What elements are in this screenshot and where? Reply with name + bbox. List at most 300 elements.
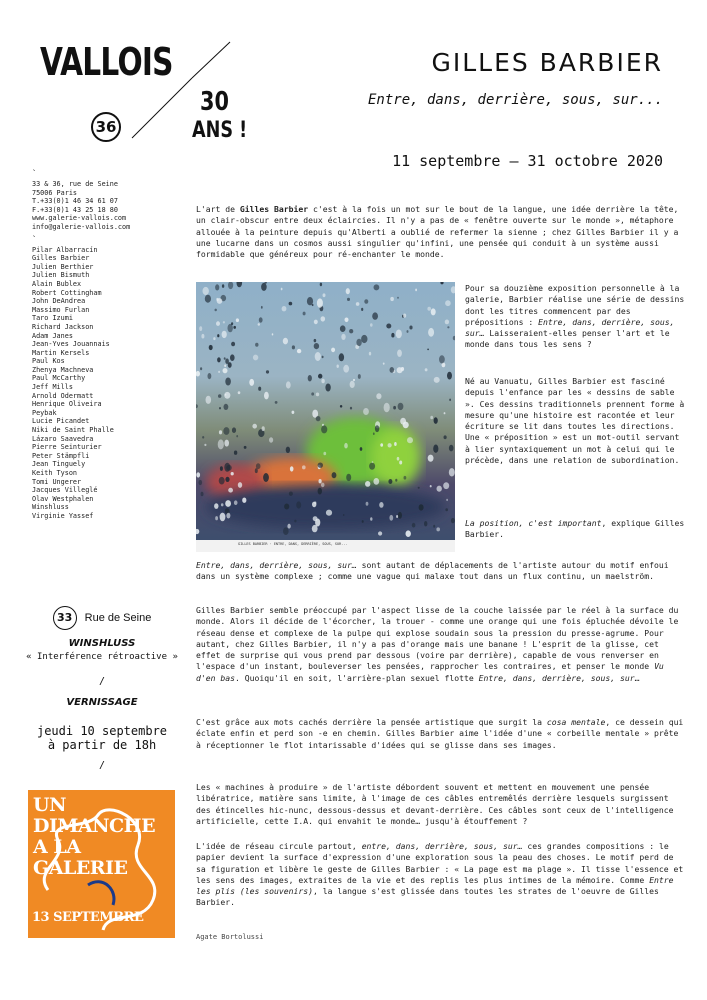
raindrop xyxy=(360,447,363,451)
raindrop xyxy=(384,403,390,412)
raindrop xyxy=(370,517,372,521)
artist-list-item[interactable]: Tomi Ungerer xyxy=(32,477,82,486)
raindrop xyxy=(289,492,293,496)
text-span: sont autant de déplacements de l'artiste autour du motif enfoui dans un système complexe ; comme une vague qui malaxe tout dans un flux continu, un maelström. xyxy=(196,560,669,582)
raindrop xyxy=(252,424,257,429)
raindrop xyxy=(437,486,442,492)
raindrop xyxy=(350,381,355,388)
raindrop xyxy=(231,322,233,325)
artist-list-item[interactable]: Peter Stämpfli xyxy=(32,451,90,460)
paragraph-6 xyxy=(196,841,684,909)
raindrop xyxy=(317,298,323,307)
raindrop xyxy=(396,515,398,518)
artist-list-item[interactable]: Taro Izumi xyxy=(32,314,73,323)
raindrop xyxy=(323,293,326,297)
winshluss-show-title: « Interférence rétroactive » xyxy=(26,652,178,662)
raindrop xyxy=(217,334,219,337)
raindrop xyxy=(315,352,321,361)
raindrop xyxy=(424,521,427,526)
raindrop xyxy=(314,343,319,349)
raindrop xyxy=(427,349,429,351)
raindrop xyxy=(433,445,438,453)
raindrop xyxy=(358,374,361,379)
raindrop xyxy=(449,468,455,476)
text-span: , ce dessein qui éclate enfin et perd son -e en chemin. Gilles Barbier aime l'idée d'une « corbeille mentale » prête à réceptionner le flot intarissable d'idées qui se glisse dans ses images. xyxy=(196,717,684,750)
phone: T.+33(0)1 46 34 61 07 xyxy=(32,197,118,206)
intro-paragraph xyxy=(196,204,684,260)
raindrop xyxy=(205,295,211,303)
vernissage-time: à partir de 18h xyxy=(47,738,157,752)
raindrop xyxy=(391,333,394,338)
text-span: , explique Gilles Barbier. xyxy=(465,518,685,540)
raindrop xyxy=(281,288,283,291)
raindrop xyxy=(444,412,446,414)
artist-list-item[interactable]: Keith Tyson xyxy=(32,469,78,477)
artist-list-item[interactable]: Julien Bismuth xyxy=(32,271,90,280)
raindrop xyxy=(388,479,392,484)
raindrop xyxy=(430,485,432,487)
raindrop xyxy=(370,323,373,326)
raindrop xyxy=(428,328,434,337)
text-span: . Quoiqu'il en soit, l'arrière-plan sexuel flotte xyxy=(234,672,479,683)
raindrop xyxy=(428,455,434,462)
raindrop xyxy=(372,312,378,319)
raindrop xyxy=(221,503,224,506)
raindrop xyxy=(331,348,335,353)
raindrop xyxy=(314,339,317,342)
raindrop xyxy=(230,354,235,361)
raindrop xyxy=(361,308,363,311)
raindrop xyxy=(321,379,324,384)
raindrop xyxy=(447,372,452,380)
artist-list-item[interactable]: Peybak xyxy=(32,408,57,417)
text-italic: Entre, dans, derrière, sous, sur… xyxy=(465,316,675,339)
raindrop xyxy=(347,298,350,301)
raindrop xyxy=(224,357,226,360)
raindrop xyxy=(325,384,330,392)
raindrop xyxy=(403,314,406,318)
raindrop xyxy=(297,349,301,353)
raindrop xyxy=(369,352,371,356)
raindrop xyxy=(219,430,222,434)
raindrop xyxy=(380,443,383,447)
raindrop xyxy=(445,508,448,511)
rain-window-image xyxy=(196,282,455,552)
text-italic: Entre, dans, derrière, sous, sur… xyxy=(196,560,357,570)
vernissage-date xyxy=(12,724,192,752)
raindrop xyxy=(345,318,349,323)
raindrop xyxy=(363,408,369,415)
raindrop xyxy=(258,387,261,391)
raindrop xyxy=(314,501,316,504)
exhibition-dates: 11 septembre — 31 octobre 2020 xyxy=(392,152,663,170)
text-span: L'art de xyxy=(196,204,240,214)
artist-list-item[interactable]: Virginie Yassef xyxy=(32,511,94,520)
raindrop xyxy=(272,333,274,335)
raindrop xyxy=(215,284,219,290)
artist-list-item[interactable]: Robert Cottingham xyxy=(32,288,102,297)
raindrop xyxy=(425,368,428,371)
raindrop xyxy=(206,396,212,404)
raindrop xyxy=(366,502,369,506)
artist-list-item[interactable]: Olav Westphalen xyxy=(32,494,94,503)
raindrop xyxy=(283,527,289,535)
artist-list xyxy=(32,246,197,521)
text-span: C'est grâce aux mots cachés derrière la pensée artistique que surgit la xyxy=(196,717,547,727)
raindrop xyxy=(263,473,269,482)
raindrop xyxy=(217,357,221,362)
raindrop xyxy=(256,463,261,469)
artist-list-item[interactable]: Winshluss xyxy=(32,503,69,512)
event-poster xyxy=(28,790,175,938)
raindrop xyxy=(434,377,440,383)
tick-mark: ` xyxy=(32,234,37,244)
raindrop xyxy=(433,525,435,528)
artist-list-item[interactable]: Zhenya Machneva xyxy=(32,365,94,374)
raindrop xyxy=(316,416,321,421)
raindrop xyxy=(232,427,236,433)
paragraph-4 xyxy=(196,717,684,751)
raindrop xyxy=(313,516,318,521)
logo-anniversary-number: 30 xyxy=(200,87,229,117)
address-line: 33 & 36, rue de Seine xyxy=(32,180,118,188)
raindrop xyxy=(215,309,217,312)
raindrop xyxy=(199,480,203,485)
raindrop xyxy=(231,472,234,475)
raindrop xyxy=(376,393,381,399)
raindrop xyxy=(217,298,223,304)
artist-list-item[interactable]: Pierre Seinturier xyxy=(32,443,102,452)
address-row xyxy=(12,606,192,630)
artist-list-item[interactable]: Adam Janes xyxy=(32,331,73,340)
raindrop xyxy=(397,367,403,373)
raindrop xyxy=(307,297,313,305)
raindrop xyxy=(439,355,445,363)
artist-list-item[interactable]: John DeAndrea xyxy=(32,297,86,306)
artist-list-item[interactable]: Arnold Odermatt xyxy=(32,391,94,400)
raindrop xyxy=(393,406,396,410)
raindrop xyxy=(199,326,202,331)
raindrop xyxy=(294,520,296,523)
artist-list-item[interactable]: Jean-Yves Jouannais xyxy=(32,340,110,349)
raindrop xyxy=(390,297,394,301)
raindrop xyxy=(286,381,291,388)
raindrop xyxy=(225,358,229,364)
raindrop xyxy=(350,407,352,410)
raindrop xyxy=(261,306,263,309)
raindrop xyxy=(222,284,224,288)
raindrop xyxy=(321,483,325,488)
raindrop xyxy=(292,345,295,349)
artist-list-item[interactable]: Massimo Furlan xyxy=(32,305,90,314)
raindrop xyxy=(378,531,382,535)
raindrop xyxy=(321,425,327,433)
artwork-photo xyxy=(196,282,455,552)
raindrop xyxy=(224,463,230,472)
raindrop xyxy=(375,425,379,432)
raindrop xyxy=(218,439,224,449)
artist-list-item[interactable]: Paul Kos xyxy=(32,357,65,366)
winshluss-artist: WINSHLUSS xyxy=(68,638,136,649)
raindrop xyxy=(261,283,267,291)
raindrop xyxy=(214,503,218,509)
raindrop xyxy=(215,516,218,520)
raindrop xyxy=(369,463,375,470)
raindrop xyxy=(202,436,204,439)
text-span: c'est à la fois un mot sur le bout de la langue, une idée derrière la tête, un clair-obscur entre deux éclaircies. Il n'y a pas de « fenêtre ouverte sur le monde », métaphore allouée à la peinture depuis qu'Alberti a oublié de refermer la sienne ; chez Gilles Barbier il y a une lucarne dans un cosmos aussi singulier qu'infini, une pensée qui conduit à un système aussi formidable que généreux pour ré-enchanter le monde. xyxy=(196,204,679,260)
raindrop xyxy=(430,416,433,420)
raindrop xyxy=(228,488,233,493)
artist-list-item[interactable]: Alain Bublex xyxy=(32,279,82,288)
raindrop xyxy=(318,463,323,468)
raindrop xyxy=(436,527,440,531)
text-italic: Vu d'en bas xyxy=(196,661,664,683)
artist-list-item[interactable]: Jacques Villeglé xyxy=(32,486,98,495)
raindrop xyxy=(203,287,209,295)
raindrop xyxy=(349,329,353,333)
raindrop xyxy=(341,334,345,340)
raindrop xyxy=(286,447,290,453)
raindrop xyxy=(255,343,258,347)
raindrop xyxy=(390,367,395,373)
raindrop xyxy=(213,337,215,340)
text-italic: La position, c'est important xyxy=(465,518,602,528)
raindrop xyxy=(219,477,225,485)
artist-title: GILLES BARBIER xyxy=(431,48,663,77)
raindrop xyxy=(319,479,322,483)
raindrop xyxy=(386,324,391,329)
raindrop xyxy=(444,435,447,439)
raindrop xyxy=(339,353,344,361)
artist-list-item[interactable]: Richard Jackson xyxy=(32,322,94,331)
separator: / xyxy=(98,760,106,771)
raindrop xyxy=(302,465,306,469)
raindrop xyxy=(374,284,380,290)
raindrop xyxy=(231,342,235,347)
raindrop xyxy=(451,518,455,523)
gallery-logo xyxy=(40,40,248,145)
tick-mark: ` xyxy=(32,169,37,178)
raindrop xyxy=(238,482,242,488)
raindrop xyxy=(346,288,350,294)
raindrop xyxy=(196,472,200,477)
raindrop xyxy=(249,379,254,386)
raindrop xyxy=(275,401,278,404)
artist-list-item[interactable]: Pilar Albarracín xyxy=(32,245,98,254)
raindrop xyxy=(236,435,238,437)
raindrop xyxy=(320,283,322,287)
text-span: Laisseraient-elles penser l'art et le monde dans tous les sens ? xyxy=(465,328,670,350)
raindrop xyxy=(220,513,226,522)
raindrop xyxy=(311,392,314,395)
artist-list-item[interactable]: Lázaro Saavedra xyxy=(32,434,94,443)
raindrop xyxy=(412,523,416,528)
raindrop xyxy=(220,466,223,471)
raindrop xyxy=(396,330,402,339)
raindrop xyxy=(225,500,231,507)
raindrop xyxy=(266,370,269,373)
raindrop xyxy=(427,307,431,311)
raindrop xyxy=(218,394,221,398)
raindrop xyxy=(253,355,258,361)
text-span: Les « machines à produire » de l'artiste débordent souvent et mettent en mouvement une pensée libératrice, matière sans limite, à l'image de ces câbles entremêlés derrière lesquels surgissent des étincelles hic-nunc, dessous-dessus et devant-derrière. Ces câbles sont ceux de l'intelligence artificielle, cette I.A. qui envahit le monde… jusqu'à étouffement ? xyxy=(196,782,674,826)
raindrop xyxy=(397,297,399,299)
raindrop xyxy=(407,437,413,443)
raindrop xyxy=(255,468,258,473)
raindrop xyxy=(318,488,322,495)
raindrop xyxy=(409,326,412,330)
artist-name: Gilles Barbier xyxy=(239,204,309,214)
raindrop xyxy=(292,411,295,414)
raindrop xyxy=(340,325,346,332)
raindrop xyxy=(398,403,404,410)
text-span: L'idée de réseau circule partout, xyxy=(196,841,362,851)
text-span: , la langue s'est glissée dans toutes les strates de l'oeuvre de Gilles Barbier. xyxy=(196,886,659,908)
raindrop xyxy=(225,378,231,386)
raindrop xyxy=(296,501,301,508)
raindrop xyxy=(397,350,402,357)
raindrop xyxy=(365,481,370,487)
raindrop xyxy=(322,356,324,359)
exhibition-title: Entre, dans, derrière, sous, sur... xyxy=(367,92,663,108)
raindrop xyxy=(218,371,220,373)
raindrop xyxy=(236,318,239,322)
text-italic: cosa mentale xyxy=(546,717,606,727)
text-italic: Entre les plis (les souvenirs) xyxy=(196,874,674,897)
text-span: … xyxy=(634,672,640,683)
address-city: 75006 Paris xyxy=(32,188,78,197)
artist-list-item[interactable]: Julien Berthier xyxy=(32,262,94,271)
raindrop xyxy=(219,407,221,409)
raindrop xyxy=(373,432,375,435)
poster-line: UN xyxy=(33,794,66,816)
artist-list-item[interactable]: Jeff Mills xyxy=(32,383,73,392)
text-span: Né au Vanuatu, Gilles Barbier est fasciné depuis l'enfance par les « dessins de sable ». Ces dessins traditionnels prennent forme à mesure qu'une histoire est racontée et leur écriture se lit dans toutes les directions. Une « préposition » est un mot-outil servant à lier syntaxiquement un mot à celui qui le précède, dans une relation de subordination. xyxy=(465,376,685,466)
artist-list-item[interactable]: Niki de Saint Phalle xyxy=(32,426,114,435)
text-span: Gilles Barbier semble préoccupé par l'aspect lisse de la couche laissée par le réel à la surface du monde. Alors il décide de l'écorcher, la trouer - comme une orange qui une fois épluchée dévoile le réseau dense et complexe de la pulpe qui explose soudain sous la pression du presse-agrume. Pour autant, chez Gilles Barbier, il n'y a pas d'orange mais une banane ! L'esprit de la glisse, cet effet de surprise qui vous prend par dessous (voire par derrière), capable de vous renverser en l'espace d'un instant, bouleverser les pensées, rapprocher les contraires, et penser le monde xyxy=(196,605,679,672)
raindrop xyxy=(223,321,225,323)
poster-line: DIMANCHE xyxy=(33,815,156,837)
raindrop xyxy=(303,312,306,316)
raindrop xyxy=(228,324,233,332)
raindrop xyxy=(434,417,438,424)
side-paragraph-1 xyxy=(465,283,687,351)
raindrop xyxy=(282,306,287,311)
raindrop xyxy=(406,530,411,537)
raindrop xyxy=(353,379,355,381)
raindrop xyxy=(222,331,227,338)
raindrop xyxy=(399,461,402,465)
raindrop xyxy=(445,320,449,325)
raindrop xyxy=(356,339,361,346)
raindrop xyxy=(225,477,229,482)
raindrop xyxy=(209,345,213,350)
poster-date: 13 SEPTEMBRE xyxy=(32,910,144,925)
poster-line: A LA xyxy=(33,836,81,858)
raindrop xyxy=(223,427,229,435)
raindrop xyxy=(340,405,342,408)
raindrop xyxy=(383,363,385,365)
raindrop xyxy=(283,338,288,345)
text-italic: entre, dans, derrière, sous, sur… xyxy=(361,841,523,851)
artist-list-item[interactable]: Lucie Picandet xyxy=(32,417,90,426)
raindrop xyxy=(418,487,420,489)
raindrop xyxy=(323,452,326,456)
raindrop xyxy=(259,317,263,322)
raindrop xyxy=(419,504,424,510)
raindrop xyxy=(343,365,349,373)
raindrop xyxy=(362,520,364,523)
raindrop xyxy=(234,451,237,455)
raindrop xyxy=(388,443,392,447)
raindrop xyxy=(344,443,348,449)
author-signature: Agate Bortolussi xyxy=(196,933,264,941)
raindrop xyxy=(332,472,337,478)
raindrop xyxy=(398,512,402,519)
email-link[interactable]: info@galerie-vallois.com xyxy=(32,222,131,231)
street-number-badge: 33 xyxy=(53,606,77,630)
logo-name: VALLOIS xyxy=(40,40,173,84)
poster-title xyxy=(33,795,155,879)
artist-list-item[interactable]: Gilles Barbier xyxy=(32,254,90,263)
raindrop xyxy=(415,289,417,292)
raindrop xyxy=(289,302,293,306)
sidebar xyxy=(32,170,197,521)
raindrop xyxy=(373,478,379,485)
paragraph-3 xyxy=(196,605,684,684)
raindrop xyxy=(447,326,449,328)
fax: F.+33(0)1 43 25 18 80 xyxy=(32,205,118,214)
raindrop xyxy=(224,440,229,447)
raindrop xyxy=(201,492,204,497)
side-paragraph-3 xyxy=(465,518,687,541)
logo-anniversary-text: ANS ! xyxy=(192,118,248,143)
raindrop xyxy=(201,334,204,339)
raindrop xyxy=(443,482,449,489)
raindrop xyxy=(321,316,326,321)
raindrop xyxy=(287,524,290,529)
raindrop xyxy=(308,375,312,381)
raindrop xyxy=(226,513,230,519)
vernissage-label: VERNISSAGE xyxy=(66,697,138,708)
raindrop xyxy=(258,323,260,326)
raindrop xyxy=(407,330,409,333)
raindrop xyxy=(404,476,407,480)
raindrop xyxy=(225,394,227,396)
raindrop xyxy=(356,302,360,306)
raindrop xyxy=(238,391,241,394)
raindrop xyxy=(234,500,238,505)
artist-list-item[interactable]: Jean Tinguely xyxy=(32,460,86,469)
artist-list-item[interactable]: Martin Kersels xyxy=(32,348,90,357)
poster-line: GALERIE xyxy=(33,857,128,879)
raindrop xyxy=(208,373,212,379)
raindrop xyxy=(200,367,202,370)
side-paragraph-2 xyxy=(465,376,687,466)
raindrop xyxy=(395,479,397,482)
raindrop xyxy=(343,514,345,516)
raindrop xyxy=(431,308,436,315)
raindrop xyxy=(394,442,397,446)
raindrop xyxy=(346,474,351,481)
paragraph-5 xyxy=(196,782,684,827)
website-link[interactable]: www.galerie-vallois.com xyxy=(32,214,127,223)
artist-list-item[interactable]: Paul McCarthy xyxy=(32,374,86,383)
artist-list-item[interactable]: Henrique Oliveira xyxy=(32,400,102,409)
winshluss-section xyxy=(12,606,192,771)
raindrop xyxy=(224,404,229,410)
raindrop xyxy=(224,364,226,367)
